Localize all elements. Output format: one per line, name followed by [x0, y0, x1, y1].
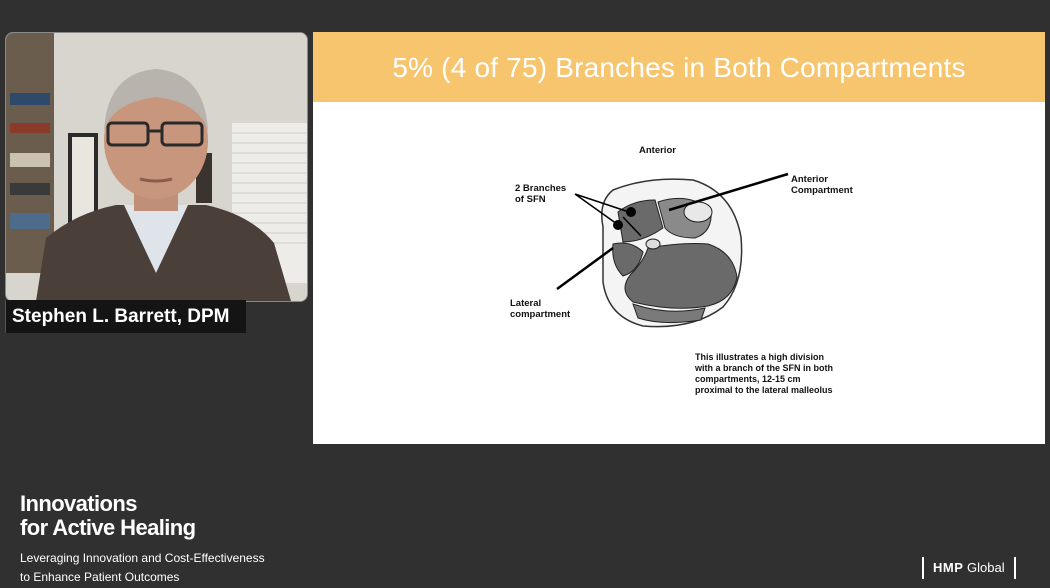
leg-cross-section-diagram	[313, 32, 1045, 444]
speaker-video	[5, 32, 308, 302]
event-title	[20, 492, 195, 540]
event-title-line-1: Innovations	[20, 491, 137, 516]
speaker-video-image	[6, 33, 307, 301]
label-branches-sfn: 2 Branches of SFN	[515, 183, 567, 205]
presentation-slide	[313, 32, 1045, 444]
logo-text: Global	[967, 560, 1005, 575]
event-subtitle-line-2: to Enhance Patient Outcomes	[20, 570, 180, 584]
speaker-name-bar	[5, 300, 246, 333]
hmp-global-logo	[922, 557, 1016, 579]
label-lateral-compartment: Lateral compartment	[510, 298, 571, 320]
speaker-name: Stephen L. Barrett, DPM	[12, 306, 230, 327]
event-subtitle-line-1: Leveraging Innovation and Cost-Effectiveness	[20, 551, 265, 565]
slide-title: 5% (4 of 75) Branches in Both Compartments	[392, 52, 966, 83]
event-title-line-2: for Active Healing	[20, 515, 196, 540]
logo-mark: HMP	[933, 560, 964, 575]
label-anterior-compartment: Anterior Compartment	[791, 174, 853, 196]
figure-caption: This illustrates a high division with a branch of the SFN in both compartments, 12-15 cm proximal to the lateral malleolus	[695, 352, 833, 395]
event-subtitle	[20, 549, 265, 587]
label-anterior: Anterior	[639, 145, 676, 156]
fibula-bone	[646, 239, 660, 249]
